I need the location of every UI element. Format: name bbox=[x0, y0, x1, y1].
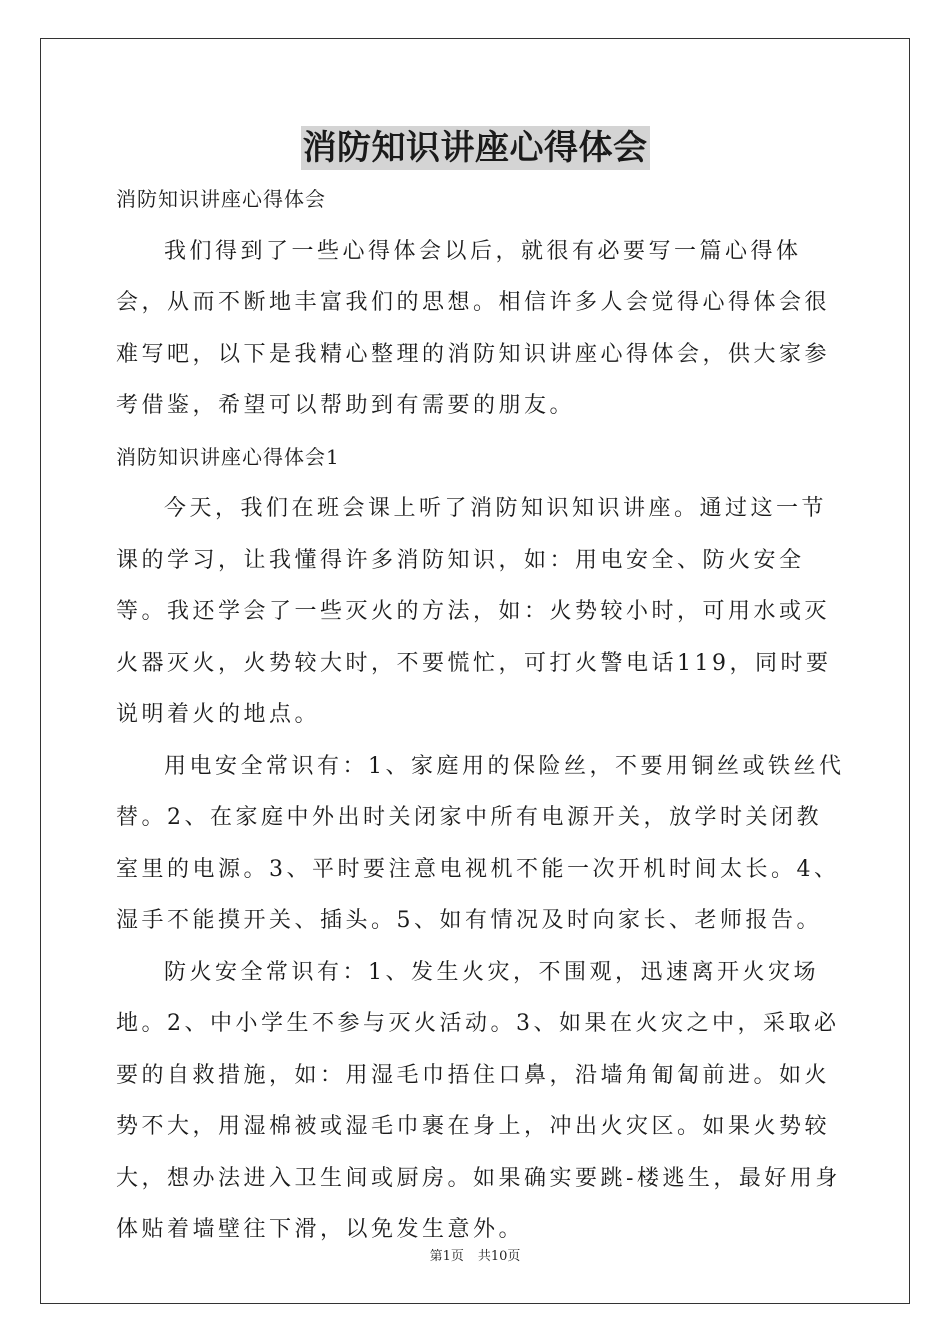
document-subtitle: 消防知识讲座心得体会 bbox=[116, 187, 326, 211]
document-body bbox=[116, 174, 846, 1256]
section-heading: 消防知识讲座心得体会1 bbox=[116, 444, 340, 469]
document-title-text: 消防知识讲座心得体会 bbox=[302, 128, 648, 168]
body-paragraph: 用电安全常识有：1、家庭用的保险丝，不要用铜丝或铁丝代替。2、在家庭中外出时关闭家中所有电源开关，放学时关闭教室里的电源。3、平时要注意电视机不能一次开机时间太长。4、湿手不能摸开关、插头。5、如有情况及时向家长、老师报告。 bbox=[116, 753, 845, 933]
page-number-total: 共10页 bbox=[477, 1249, 521, 1264]
page-footer bbox=[0, 1248, 950, 1266]
intro-paragraph: 我们得到了一些心得体会以后，就很有必要写一篇心得体会，从而不断地丰富我们的思想。相信许多人会觉得心得体会很难写吧，以下是我精心整理的消防知识讲座心得体会，供大家参考借鉴，希望可以帮助到有需要的朋友。 bbox=[116, 238, 831, 418]
body-paragraph: 今天，我们在班会课上听了消防知识知识讲座。通过这一节课的学习，让我懂得许多消防知识，如：用电安全、防火安全等。我还学会了一些灭火的方法，如：火势较小时，可用水或灭火器灭火，火势较大时，不要慌忙，可打火警电话119，同时要说明着火的地点。 bbox=[116, 496, 832, 727]
page-number-current: 第1页 bbox=[429, 1249, 464, 1264]
body-paragraph: 防火安全常识有：1、发生火灾，不围观，迅速离开火灾场地。2、中小学生不参与灭火活动。3、如果在火灾之中，采取必要的自救措施，如：用湿毛巾捂住口鼻，沿墙角匍匐前进。如火势不大，用湿棉被或湿毛巾裹在身上，冲出火灾区。如果火势较大，想办法进入卫生间或厨房。如果确实要跳-楼逃生，最好用身体贴着墙壁往下滑，以免发生意外。 bbox=[116, 959, 841, 1242]
document-title bbox=[0, 126, 950, 170]
